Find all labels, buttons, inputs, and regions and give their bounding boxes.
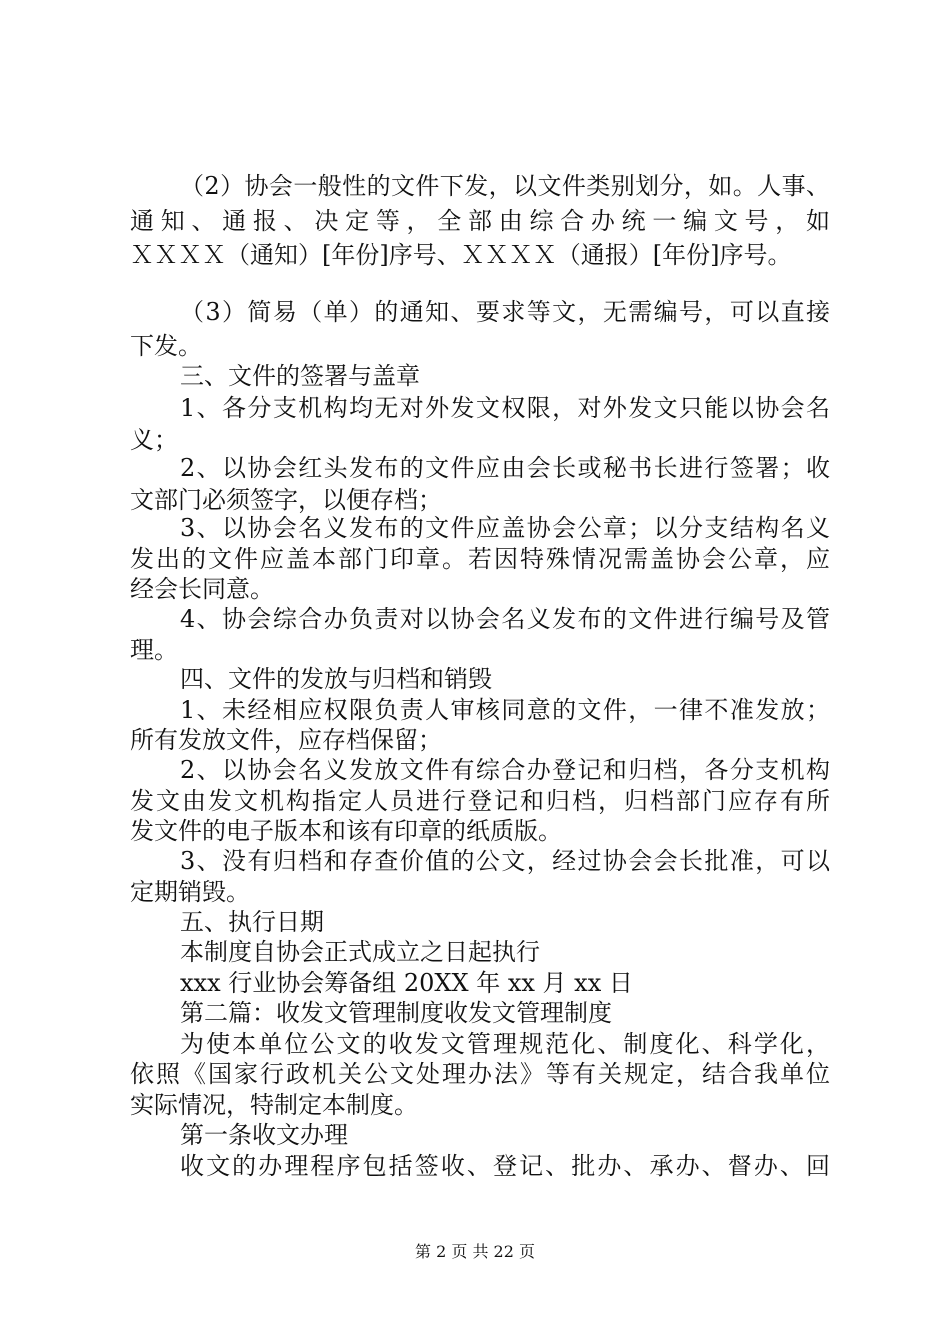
paragraph-line: 3、以协会名义发布的文件应盖协会公章；以分支结构名义 [180, 514, 830, 542]
paragraph-line: 1、未经相应权限负责人审核同意的文件，一律不准发放； [180, 696, 830, 724]
paragraph-line: 4、协会综合办负责对以协会名义发布的文件进行编号及管 [180, 605, 830, 633]
paragraph-line: 定期销毁。 [130, 878, 250, 906]
paragraph-line: 发出的文件应盖本部门印章。若因特殊情况需盖协会公章，应 [130, 545, 830, 573]
signature-line: xxx 行业协会筹备组 20XX 年 xx 月 xx 日 [180, 969, 633, 997]
section-heading: 三、文件的签署与盖章 [180, 362, 420, 390]
paragraph-line: 3、没有归档和存查价值的公文，经过协会会长批准，可以 [180, 847, 830, 875]
paragraph-line: 2、以协会名义发放文件有综合办登记和归档，各分支机构 [180, 756, 830, 784]
paragraph-line: ＸＸＸＸ（通知）[年份]序号、ＸＸＸＸ（通报）[年份]序号。 [130, 241, 792, 269]
page-footer: 第 2 页 共 22 页 [415, 1242, 535, 1261]
paragraph-line: 实际情况，特制定本制度。 [130, 1091, 418, 1119]
paragraph-line: 为使本单位公文的收发文管理规范化、制度化、科学化， [180, 1030, 830, 1058]
paragraph-line: 通知、通报、决定等，全部由综合办统一编文号，如 [130, 207, 830, 235]
chapter-heading: 第二篇：收发文管理制度收发文管理制度 [180, 999, 612, 1027]
section-heading: 四、文件的发放与归档和销毁 [180, 665, 492, 693]
paragraph-line: 文部门必须签字，以便存档； [130, 486, 442, 514]
paragraph-line: （3）简易（单）的通知、要求等文，无需编号，可以直接 [180, 298, 830, 326]
paragraph-line: 所有发放文件，应存档保留； [130, 726, 442, 754]
article-heading: 第一条收文办理 [180, 1121, 348, 1149]
paragraph-line: 理。 [130, 636, 178, 664]
paragraph-line: （2）协会一般性的文件下发，以文件类别划分，如。人事、 [180, 172, 830, 200]
paragraph-line: 义； [130, 426, 178, 454]
paragraph-line: 发文件的电子版本和该有印章的纸质版。 [130, 817, 562, 845]
paragraph-line: 依照《国家行政机关公文处理办法》等有关规定，结合我单位 [130, 1060, 830, 1088]
paragraph-line: 发文由发文机构指定人员进行登记和归档，归档部门应存有所 [130, 787, 830, 815]
paragraph-line: 2、以协会红头发布的文件应由会长或秘书长进行签署；收 [180, 454, 830, 482]
section-heading: 五、执行日期 [180, 908, 324, 936]
paragraph-line: 收文的办理程序包括签收、登记、批办、承办、督办、回 [180, 1152, 830, 1180]
paragraph-line: 经会长同意。 [130, 575, 274, 603]
paragraph-line: 1、各分支机构均无对外发文权限，对外发文只能以协会名 [180, 394, 830, 422]
paragraph-line: 下发。 [130, 332, 202, 360]
paragraph-line: 本制度自协会正式成立之日起执行 [180, 938, 540, 966]
